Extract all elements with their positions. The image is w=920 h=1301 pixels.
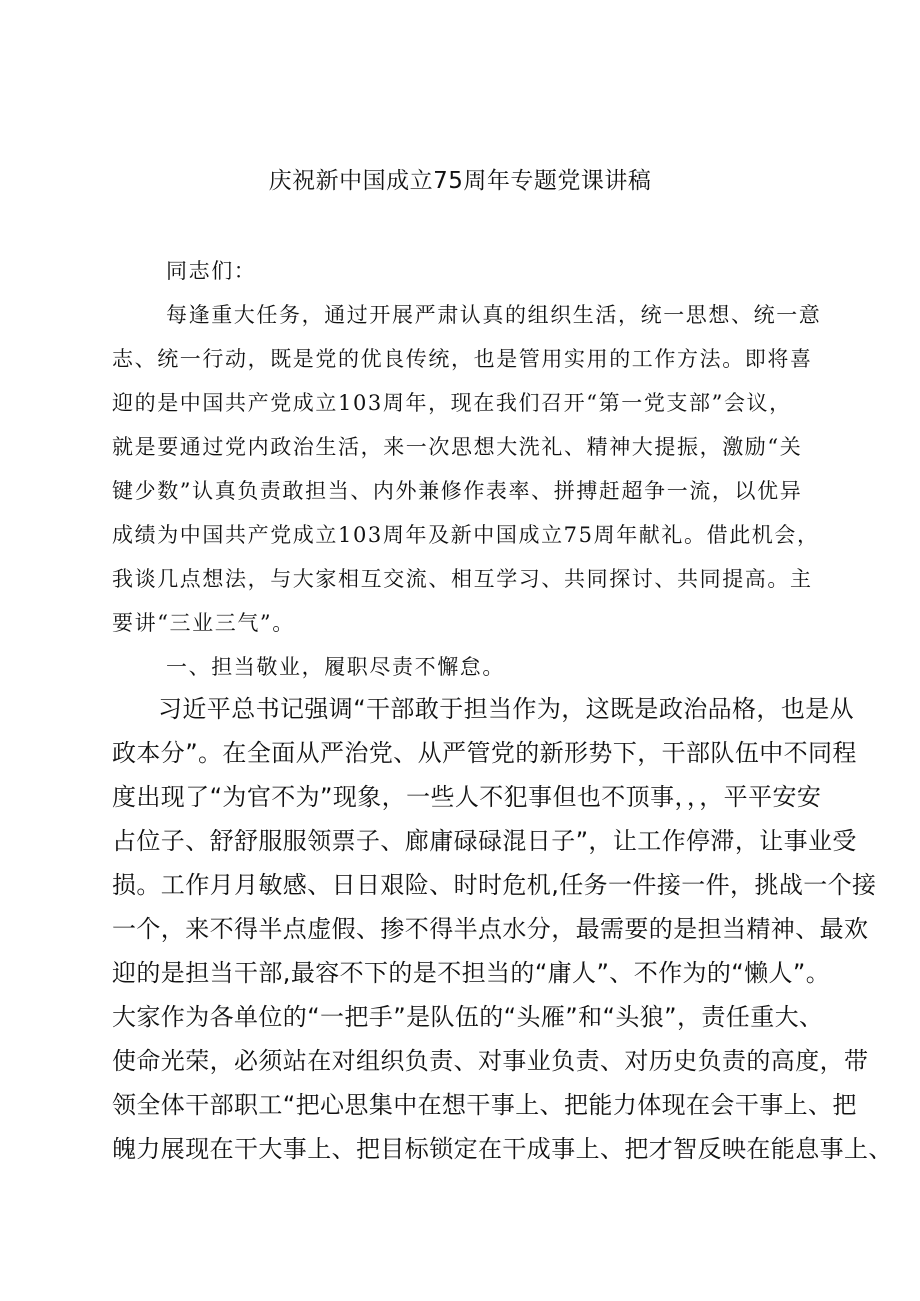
body-line: 占位子、舒舒服服领票子、廊庸碌碌混日子”，让工作停滞，让事业受 <box>112 827 857 855</box>
section-heading: 一、担当敬业，履职尽责不懈怠。 <box>166 655 505 679</box>
intro-line: 迎的是中国共产党成立103周年，现在我们召开“第一党支部”会议， <box>112 391 792 415</box>
document-title: 庆祝新中国成立75周年专题党课讲稿 <box>268 168 652 194</box>
intro-line: 要讲“三业三气”。 <box>112 611 295 635</box>
body-line: 大家作为各单位的“一把手”是队伍的“头雁”和“头狼”，责任重大、 <box>112 1003 824 1031</box>
salutation: 同志们： <box>166 259 257 283</box>
body-line: 魄力展现在干大事上、把目标锁定在干成事上、把才智反映在能息事上、 <box>112 1135 893 1163</box>
body-line: 度出现了“为官不为”现象，一些人不犯事但也不顶事，，，平平安安 <box>112 783 822 811</box>
body-line: 损。工作月月敏感、日日艰险、时时危机,任务一件接一件，挑战一个接 <box>112 871 877 899</box>
intro-line: 成绩为中国共产党成立103周年及新中国成立75周年献礼。借此机会， <box>112 523 820 547</box>
intro-line: 每逢重大任务，通过开展严肃认真的组织生活，统一思想、统一意 <box>166 303 822 327</box>
intro-line: 键少数”认真负责敢担当、内外兼修作表率、拼搏赶超争一流，以优异 <box>112 479 803 503</box>
body-line: 使命光荣，必须站在对组织负责、对事业负责、对历史负责的高度，带 <box>112 1047 869 1075</box>
body-line: 领全体干部职工“把心思集中在想干事上、把能力体现在会干事上、把 <box>112 1091 857 1119</box>
body-line: 一个，来不得半点虚假、掺不得半点水分，最需要的是担当精神、最欢 <box>112 915 869 943</box>
intro-line: 志、统一行动，既是党的优良传统，也是管用实用的工作方法。即将喜 <box>112 347 813 371</box>
body-line: 迎的是担当干部,最容不下的是不担当的“庸人”、不作为的“懒人”。 <box>112 959 831 987</box>
intro-line: 我谈几点想法，与大家相互交流、相互学习、共同探讨、共同提高。主 <box>112 567 813 591</box>
intro-line: 就是要通过党内政治生活，来一次思想大洗礼、精神大提振，激励“关 <box>112 435 803 459</box>
body-line: 习近平总书记强调“干部敢于担当作为，这既是政治品格，也是从 <box>158 695 855 723</box>
body-line: 政本分”。在全面从严治党、从严管党的新形势下，干部队伍中不同程 <box>112 739 857 767</box>
